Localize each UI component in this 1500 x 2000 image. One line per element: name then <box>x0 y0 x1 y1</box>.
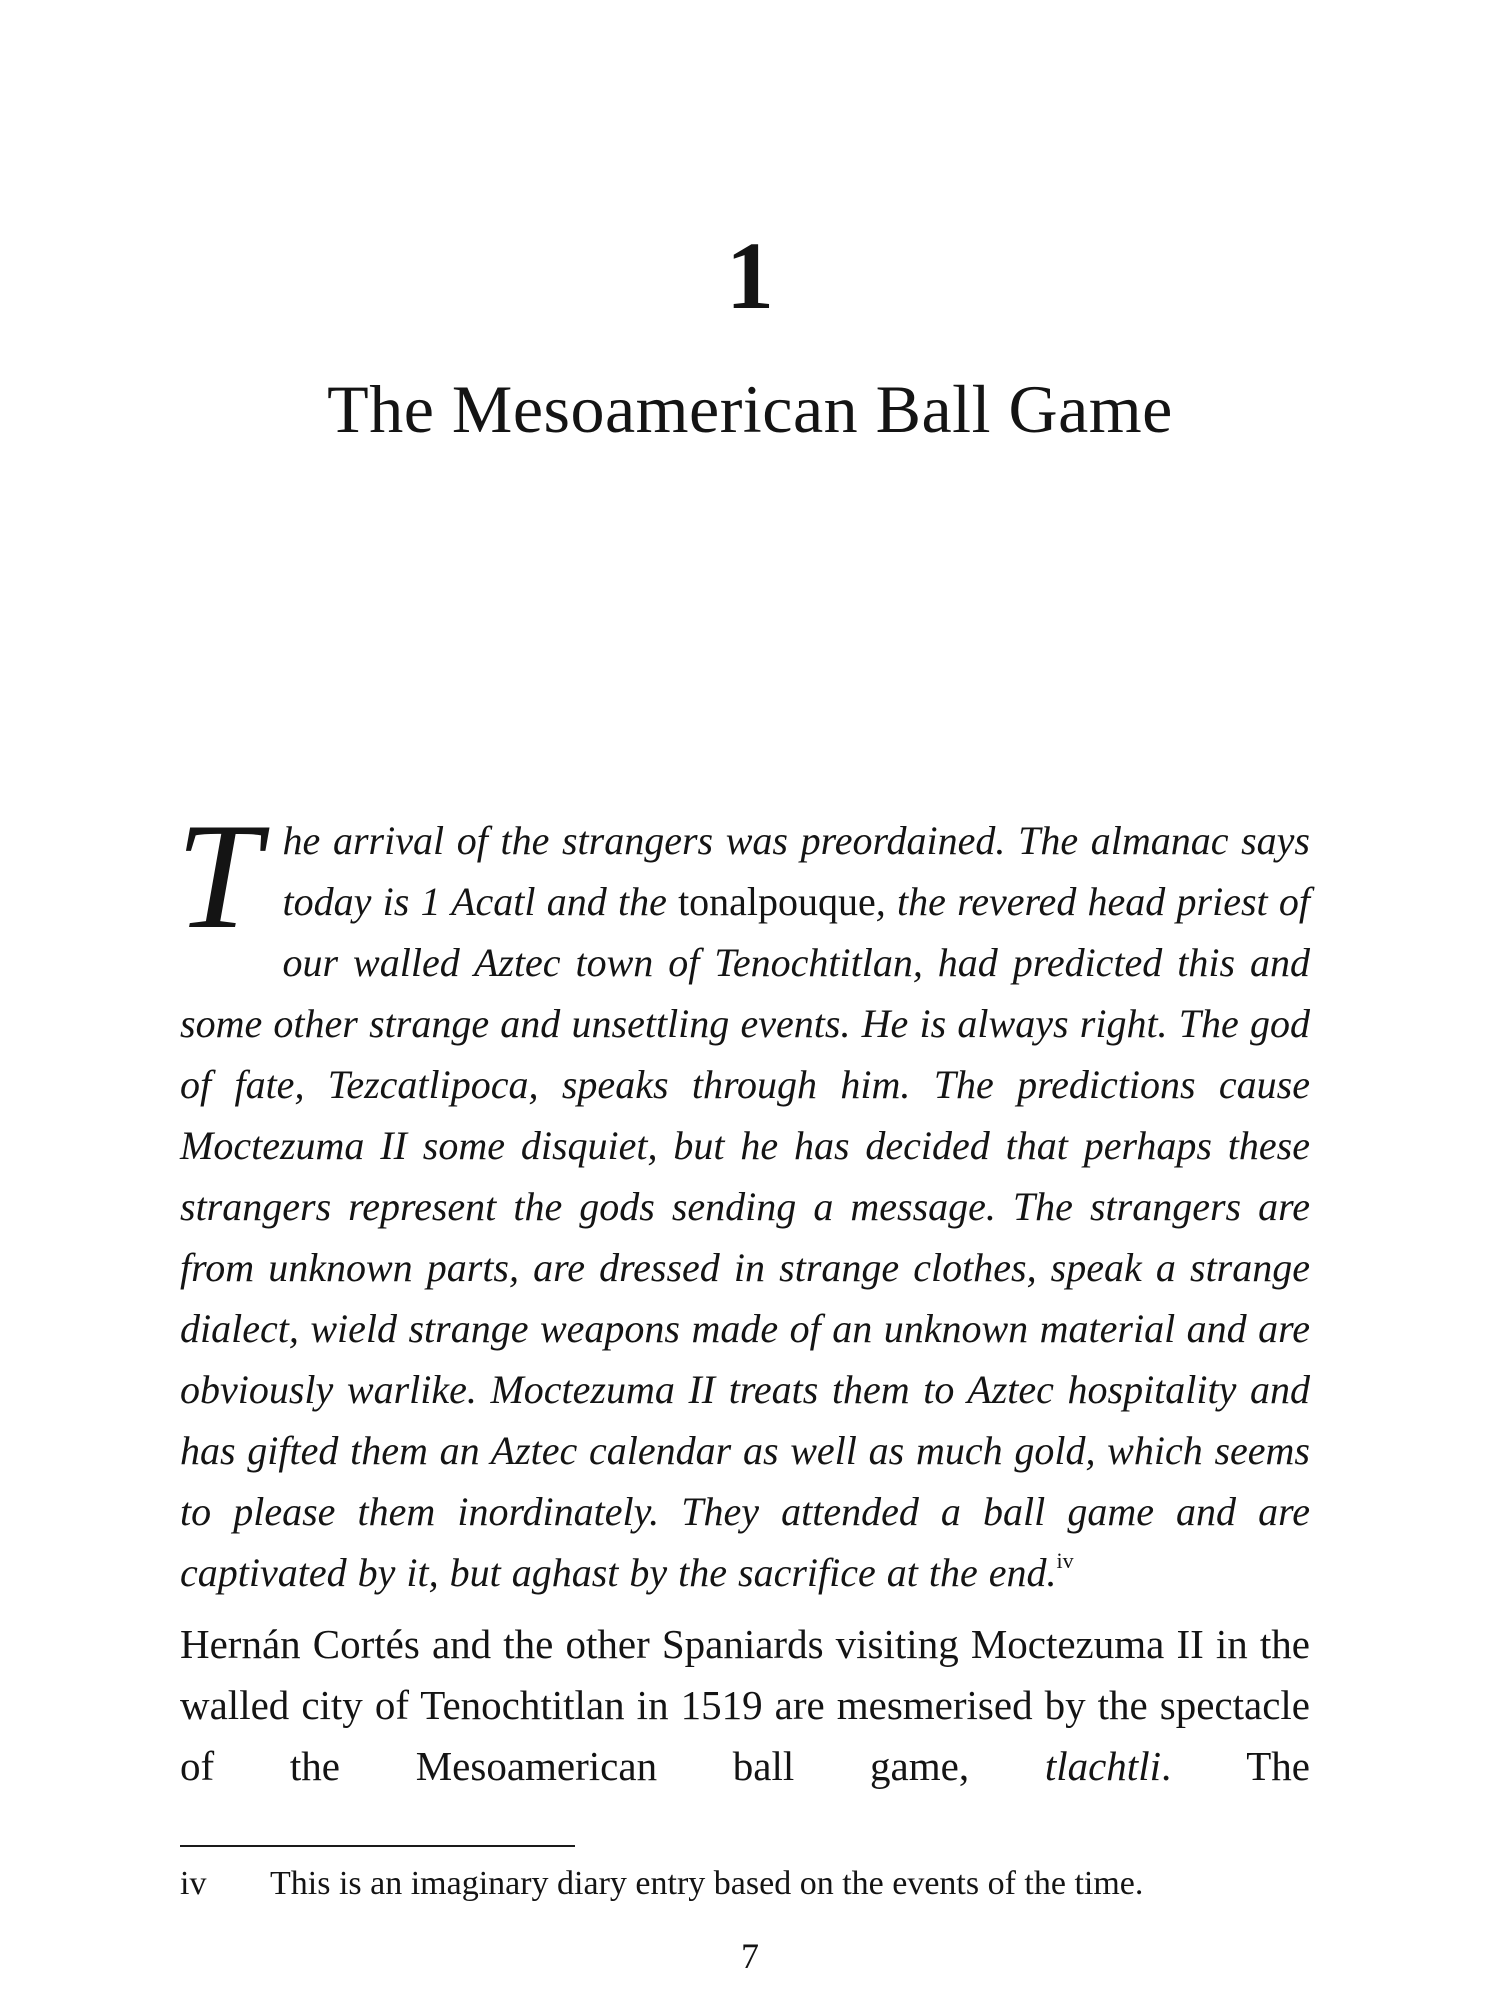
body-paragraph <box>180 1614 1310 1797</box>
diary-paragraph <box>176 792 1310 1603</box>
diary-text-start: he arrival of the strangers was preordained. The almanac says today is 1 Acatl and the <box>282 818 1310 924</box>
diary-roman-word: tonalpouque <box>678 879 876 924</box>
body-text-start: Hernán Cortés and the other Spaniards visiting Moctezuma II in the walled city of Tenochtitlan in 1519 are mesmerised by the spectacle of the Mesoamerican ball game, <box>180 1621 1310 1789</box>
page-number: 7 <box>741 1936 759 1976</box>
footnote <box>180 1862 1310 1906</box>
chapter-title: The Mesoamerican Ball Game <box>327 371 1173 447</box>
body-italic-word: tlachtli <box>1044 1743 1161 1789</box>
chapter-number: 1 <box>726 222 774 329</box>
diary-text-end: , the revered head priest of our walled Aztec town of Tenochtitlan, had predicted this and some other strange and unsettling events. He is always right. The god of fate, Tezcatlipoca, speaks through him. The predictions cause Moctezuma II some disquiet, but he has decided that perhaps these strangers represent the gods sending a message. The strangers are from unknown parts, are dressed in strange clothes, speak a strange dialect, wield strange weapons made of an unknown material and are obviously warlike. Moctezuma II treats them to Aztec hospitality and has gifted them an Aztec calendar as well as much gold, which seems to please them inordinately. They attended a ball game and are captivated by it, but aghast by the sacrifice at the end. <box>180 879 1310 1595</box>
footnote-reference[interactable]: iv <box>1056 1548 1074 1573</box>
body-text-end: . The <box>1160 1743 1310 1789</box>
footnote-text: This is an imaginary diary entry based on the events of the time. <box>270 1865 1144 1902</box>
footnote-marker: iv <box>180 1865 207 1902</box>
footnote-divider <box>180 1845 575 1847</box>
drop-cap: T <box>176 792 261 960</box>
